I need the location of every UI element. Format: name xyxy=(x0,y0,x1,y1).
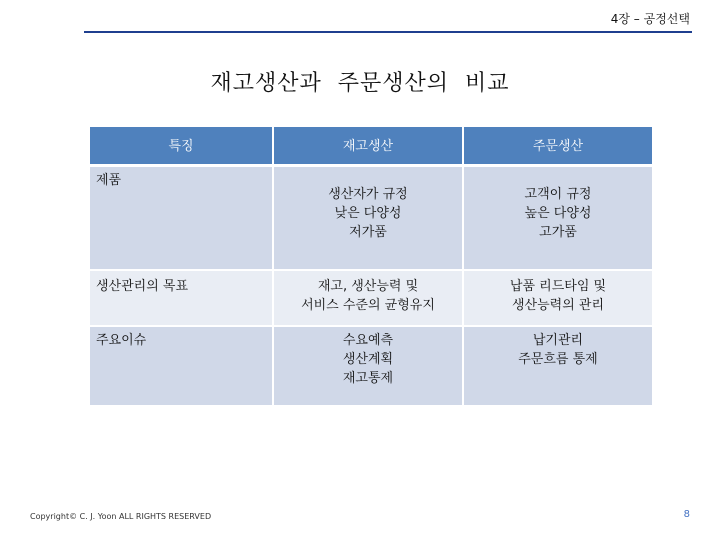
cell-line: 납기관리 xyxy=(532,333,584,348)
cell-line: 서비스 수준의 균형유지 xyxy=(301,298,435,313)
cell-line: 고객이 규정 xyxy=(524,187,592,202)
column-header-make-to-order: 주문생산 xyxy=(464,127,652,167)
cell-line: 고가품 xyxy=(539,225,577,240)
comparison-table xyxy=(90,127,652,407)
column-header-feature: 특징 xyxy=(90,127,274,167)
column-header-make-to-stock: 재고생산 xyxy=(274,127,464,167)
make-to-order-cell xyxy=(464,327,652,407)
make-to-order-cell xyxy=(464,271,652,327)
make-to-order-cell xyxy=(464,167,652,271)
cell-line: 저가품 xyxy=(349,225,387,240)
cell-line: 수요예측 xyxy=(342,333,394,348)
row-label: 주요이슈 xyxy=(90,327,274,407)
cell-line: 납품 리드타임 및 xyxy=(509,279,607,294)
make-to-stock-cell xyxy=(274,167,464,271)
cell-line: 재고통제 xyxy=(342,371,394,386)
chapter-header: 4장 – 공정선택 xyxy=(610,12,690,26)
page-number: 8 xyxy=(683,509,690,520)
row-label: 제품 xyxy=(90,167,274,271)
cell-line: 생산자가 규정 xyxy=(328,187,408,202)
cell-line: 생산능력의 관리 xyxy=(511,298,605,313)
cell-line: 생산계획 xyxy=(342,352,394,367)
table-header-row xyxy=(90,127,652,167)
cell-line: 낮은 다양성 xyxy=(334,206,402,221)
table-row xyxy=(90,167,652,271)
make-to-stock-cell xyxy=(274,327,464,407)
cell-line: 재고, 생산능력 및 xyxy=(317,279,419,294)
cell-line: 주문흐름 통제 xyxy=(518,352,598,367)
make-to-stock-cell xyxy=(274,271,464,327)
cell-line: 높은 다양성 xyxy=(524,206,592,221)
table-row xyxy=(90,327,652,407)
copyright-notice: Copyright© C. J. Yoon ALL RIGHTS RESERVED xyxy=(30,512,212,521)
slide-title: 재고생산과 주문생산의 비교 xyxy=(210,71,510,96)
header-divider xyxy=(84,31,692,33)
table-row xyxy=(90,271,652,327)
row-label: 생산관리의 목표 xyxy=(90,271,274,327)
